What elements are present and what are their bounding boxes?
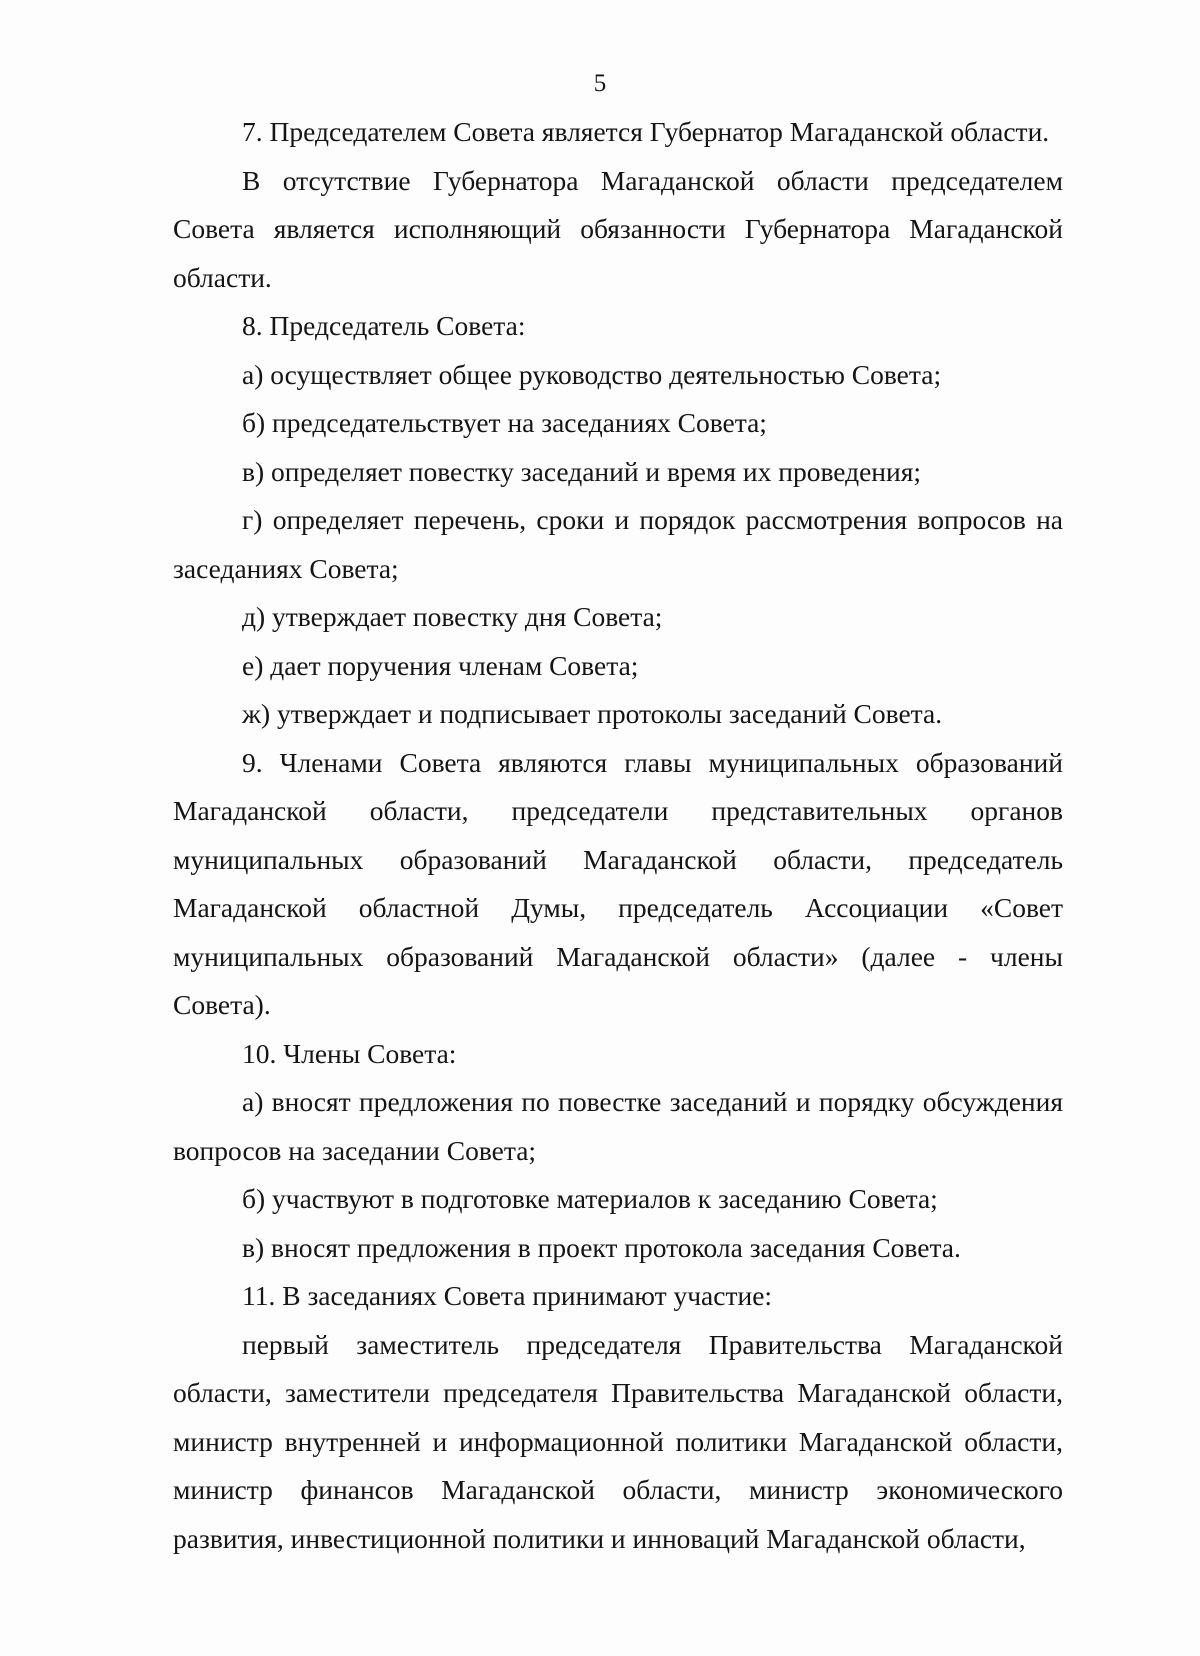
paragraph-10a: а) вносят предложения по повестке заседаний и порядку обсуждения вопросов на заседании Совета; xyxy=(173,1086,1063,1166)
paragraph-7-absence: В отсутствие Губернатора Магаданской области председателем Совета является исполняющий обязанности Губернатора Магаданской области. xyxy=(173,164,1063,293)
paragraph-8zh: ж) утверждает и подписывает протоколы заседаний Совета. xyxy=(242,698,943,729)
paragraph-8e: е) дает поручения членам Совета; xyxy=(242,649,639,681)
document-body xyxy=(173,108,1063,1563)
paragraph-11-participants: первый заместитель председателя Правительства Магаданской области, заместители председателя Правительства Магаданской области, министр внутренней и информационной политики Магаданской области, министр финансов Магаданской области, министр экономического развития, инвестиционной политики и инноваций Магаданской области, xyxy=(173,1328,1063,1554)
page-number: 5 xyxy=(593,70,607,97)
paragraph-10: 10. Члены Совета: xyxy=(242,1037,457,1069)
paragraph-8b: б) председательствует на заседаниях Совета; xyxy=(242,407,767,438)
paragraph-8: 8. Председатель Совета: xyxy=(242,310,526,341)
paragraph-7: 7. Председателем Совета является Губернатор Магаданской области. xyxy=(242,116,1050,147)
paragraph-11: 11. В заседаниях Совета принимают участие: xyxy=(242,1280,773,1311)
paragraph-8a: а) осуществляет общее руководство деятельностью Совета; xyxy=(242,358,942,390)
paragraph-8g: г) определяет перечень, сроки и порядок рассмотрения вопросов на заседаниях Совета; xyxy=(173,504,1063,584)
paragraph-8d: д) утверждает повестку дня Совета; xyxy=(242,601,663,632)
paragraph-8v: в) определяет повестку заседаний и время их проведения; xyxy=(242,455,922,487)
paragraph-10b: б) участвуют в подготовке материалов к заседанию Совета; xyxy=(242,1183,938,1214)
paragraph-10v: в) вносят предложения в проект протокола заседания Совета. xyxy=(242,1231,961,1263)
paragraph-9: 9. Членами Совета являются главы муниципальных образований Магаданской области, председатели представительных органов муниципальных образований Магаданской области, председатель Магаданской областной Думы, председатель Ассоциации «Совет муниципальных образований Магаданской области» (далее - члены Совета). xyxy=(173,746,1063,1020)
